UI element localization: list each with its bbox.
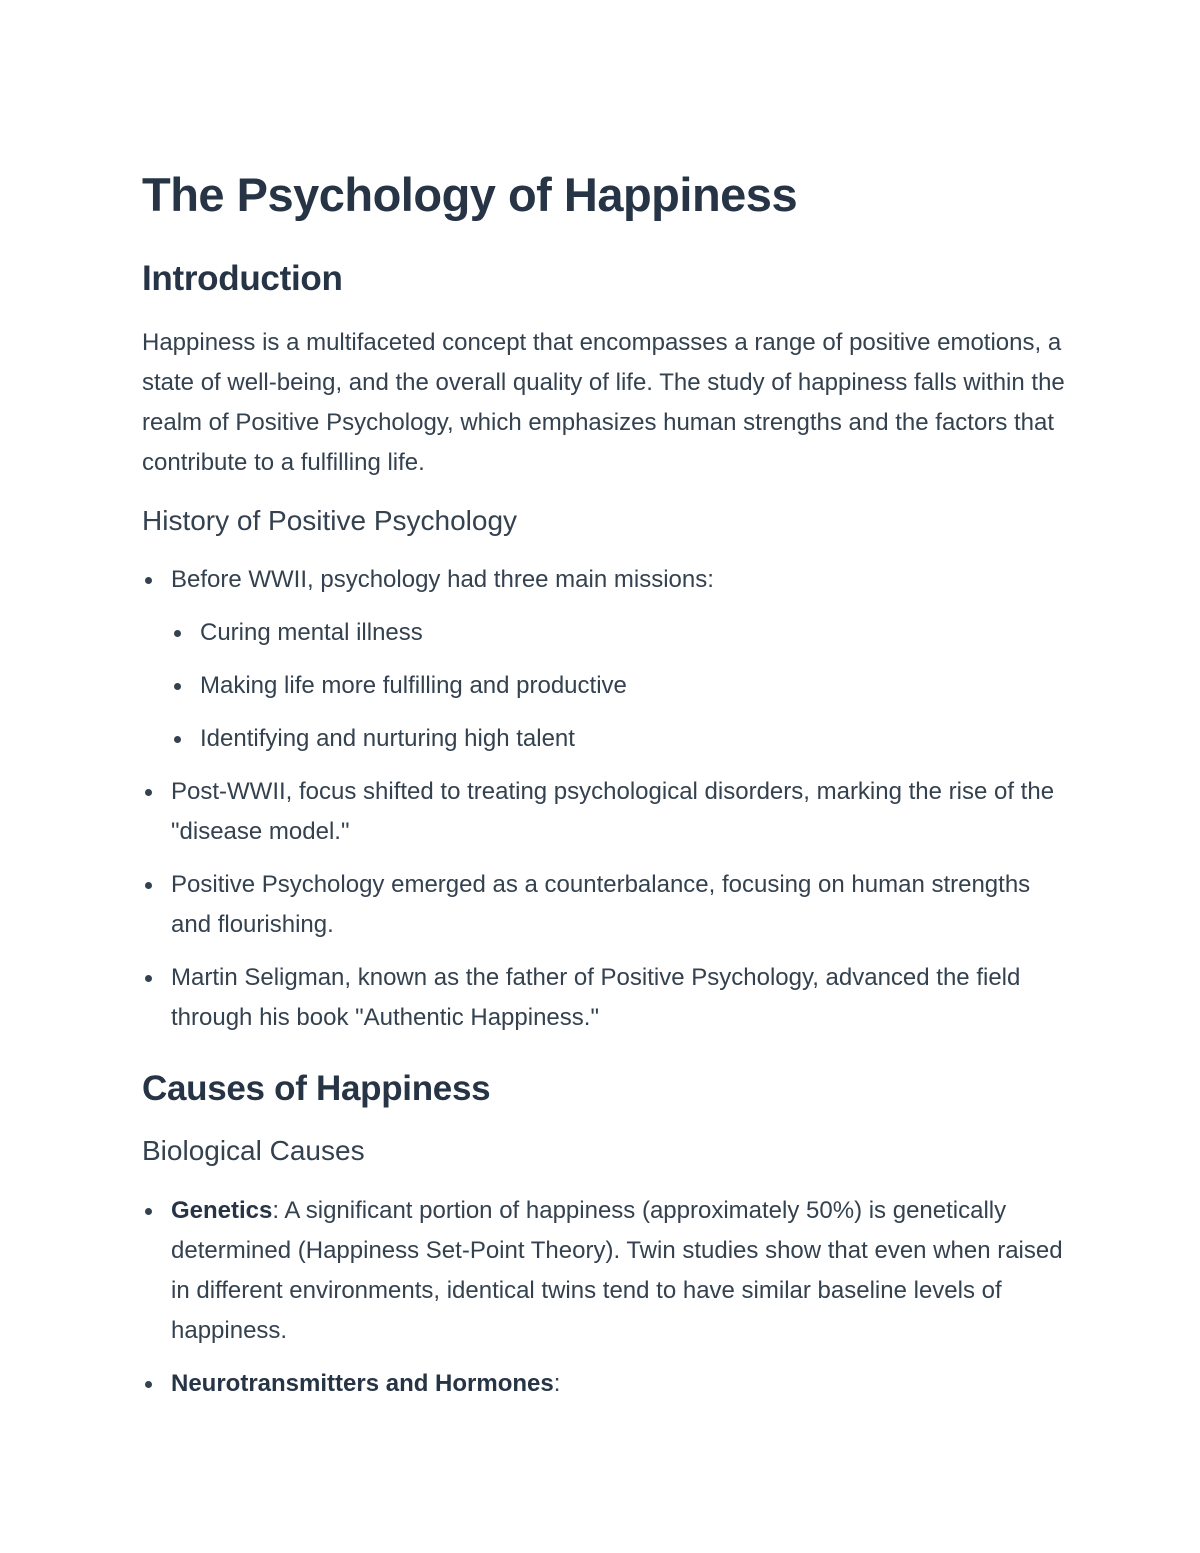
list-item: Identifying and nurturing high talent bbox=[171, 719, 1072, 759]
list-item bbox=[142, 560, 1072, 759]
term-label: Genetics bbox=[171, 1197, 273, 1224]
introduction-paragraph: Happiness is a multifaceted concept that encompasses a range of positive emotions, a state of well-being, and the overall quality of life. The study of happiness falls within the realm of Positive Psychology, which emphasizes human strengths and the factors that contribute to a fulfilling life. bbox=[142, 329, 1065, 476]
subsection-heading-biological: Biological Causes bbox=[142, 1135, 365, 1166]
list-item bbox=[142, 1191, 1072, 1351]
history-list bbox=[142, 560, 1072, 1038]
list-item: Positive Psychology emerged as a counterbalance, focusing on human strengths and flourishing. bbox=[142, 865, 1072, 945]
term-description: : A significant portion of happiness (approximately 50%) is genetically determined (Happiness Set-Point Theory). Twin studies show that even when raised in different environments, identical twins tend to have similar baseline levels of happiness. bbox=[171, 1197, 1063, 1344]
subsection-heading-history: History of Positive Psychology bbox=[142, 505, 518, 536]
term-label: Neurotransmitters and Hormones bbox=[171, 1370, 554, 1397]
section-heading-introduction: Introduction bbox=[142, 259, 343, 298]
list-item: Martin Seligman, known as the father of Positive Psychology, advanced the field through his book "Authentic Happiness." bbox=[142, 958, 1072, 1038]
section-heading-causes: Causes of Happiness bbox=[142, 1069, 491, 1108]
term-description: : bbox=[553, 1370, 561, 1397]
document-page bbox=[142, 168, 1072, 1404]
list-item: Curing mental illness bbox=[171, 613, 1072, 653]
missions-sublist bbox=[171, 613, 1072, 759]
list-item-text: Before WWII, psychology had three main missions: bbox=[171, 566, 714, 593]
list-item: Making life more fulfilling and productive bbox=[171, 666, 1072, 706]
list-item bbox=[142, 1364, 1072, 1404]
list-item: Post-WWII, focus shifted to treating psychological disorders, marking the rise of the "disease model." bbox=[142, 772, 1072, 852]
biological-causes-list bbox=[142, 1191, 1072, 1404]
document-title: The Psychology of Happiness bbox=[142, 168, 798, 221]
